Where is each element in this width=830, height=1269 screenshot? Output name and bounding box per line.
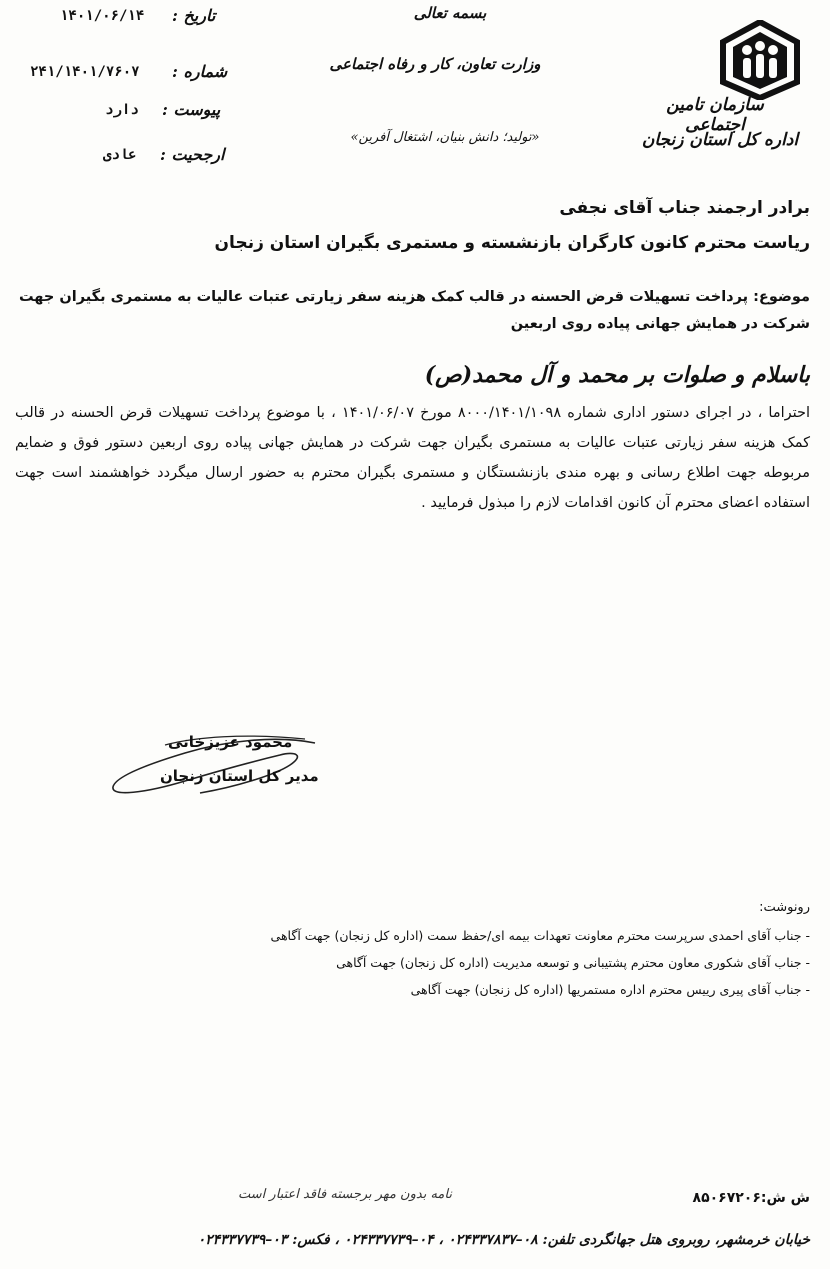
addressee-name: برادر ارجمند جناب آقای نجفی: [559, 198, 810, 218]
number-label: شماره :: [172, 62, 228, 81]
org-name: سازمان تامین اجتماعی: [666, 95, 764, 135]
attachment-value: دارد: [105, 102, 139, 118]
greeting: باسلام و صلوات بر محمد و آل محمد(ص): [424, 362, 810, 388]
org-branch: اداره کل استان زنجان: [641, 130, 799, 150]
signer-title: مدیر کل استان زنجان: [160, 767, 319, 785]
priority-label: ارجحیت :: [160, 145, 225, 164]
number-value: ۲۴۱/۱۴۰۱/۷۶۰۷: [30, 64, 140, 80]
social-security-logo-icon: [705, 20, 815, 100]
postal-code: ش ش:۸۵۰۶۷۲۰۶: [692, 1190, 810, 1206]
addressee-title: ریاست محترم کانون کارگران بازنشسته و مستمری بگیران استان زنجان: [214, 233, 810, 253]
letter-subject: موضوع: پرداخت تسهیلات قرض الحسنه در قالب کمک هزینه سفر زیارتی عتبات عالیات به مستمری بگیران جهت شرکت در همایش جهانی پیاده روی اربعین: [18, 289, 810, 332]
cc-title: رونوشت:: [759, 900, 810, 915]
embossed-seal-note: نامه بدون مهر برجسته فاقد اعتبار است: [238, 1187, 452, 1202]
slogan: «تولید؛ دانش بنیان، اشتغال آفرین»: [350, 130, 540, 145]
handwritten-signature: [105, 715, 345, 805]
signer-name: محمود عزیزخانی: [168, 733, 293, 751]
date-label: تاریخ :: [172, 6, 216, 25]
letter-body: احتراما ، در اجرای دستور اداری شماره ۸۰۰۰/۱۴۰۱/۱۰۹۸ مورخ ۱۴۰۱/۰۶/۰۷ ، با موضوع پرداخت تسهیلات قرض الحسنه در قالب کمک هزینه سفر زیارتی عتبات عالیات به مستمری بگیران جهت شرکت در همایش جهانی پیاده روی اربعین دستور فوق و ضمایم مربوطه جهت اطلاع رسانی و بهره مندی بازنشستگان و مستمری بگیران محترم به حضور ارسال میگردد خواهشمند است جهت استفاده اعضای محترم آن کانون اقدامات لازم را مبذول فرمایید .: [15, 405, 811, 511]
cc-item: - جناب آقای احمدی سرپرست محترم معاونت تعهدات بیمه ای/حفظ سمت (اداره کل زنجان) جهت آگاهی: [270, 928, 810, 943]
besmellah: بسمه تعالی: [413, 4, 487, 22]
cc-item: - جناب آقای شکوری معاون محترم پشتیبانی و توسعه مدیریت (اداره کل زنجان) جهت آگاهی: [336, 955, 810, 970]
cc-item: - جناب آقای پیری رییس محترم اداره مستمریها (اداره کل زنجان) جهت آگاهی: [410, 982, 810, 997]
ministry-name: وزارت تعاون، کار و رفاه اجتماعی: [329, 55, 541, 73]
organization-logo: [705, 20, 815, 100]
date-value: ۱۴۰۱/۰۶/۱۴: [60, 8, 145, 24]
footer-address: خیابان خرمشهر، روبروی هتل جهانگردی تلفن: ۰۸–۰۲۴۳۳۷۸۳۷ ، ۰۴–۰۲۴۳۳۷۷۳۹ ، فکس: ۰۳–۰۲۴۳۳۷۷۳۹: [197, 1232, 810, 1248]
attachment-label: پیوست :: [162, 100, 221, 119]
priority-value: عادی: [103, 147, 137, 163]
